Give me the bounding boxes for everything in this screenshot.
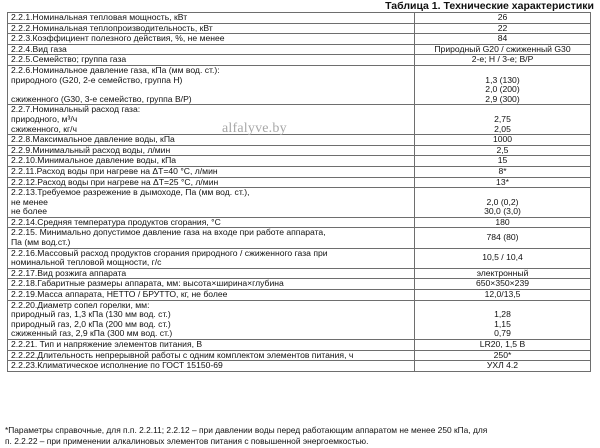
- param-value-line: 1,15: [494, 318, 511, 329]
- param-label-line: 2.2.18.Габаритные размеры аппарата, мм: высота×ширина×глубина: [11, 278, 284, 289]
- param-label-line: 2.2.4.Вид газа: [11, 44, 67, 54]
- param-label-cell: [8, 166, 415, 177]
- param-label-cell: [8, 44, 415, 55]
- param-label-line: не менее: [11, 196, 48, 207]
- param-value-cell: [415, 55, 591, 66]
- param-label-cell: [8, 279, 415, 290]
- param-label-line: 2.2.20.Диаметр сопел горелки, мм:: [11, 300, 150, 310]
- param-value-line: УХЛ 4.2: [486, 360, 519, 371]
- param-label-line: природный газ, 1,3 кПа (130 мм вод. ст.): [11, 309, 171, 320]
- param-value-cell: [415, 65, 591, 104]
- param-label-line: 2.2.12.Расход воды при нагреве на ΔТ=25 °С, л/мин: [11, 177, 219, 187]
- table-row: [8, 248, 591, 268]
- param-value-line: 0,79: [494, 328, 511, 339]
- param-label-line: 2.2.2.Номинальная теплопроизводительность, кВт: [11, 23, 213, 33]
- param-value-line: 2,0 (200): [485, 84, 520, 95]
- param-label-cell: [8, 350, 415, 361]
- param-label-cell: [8, 248, 415, 268]
- param-value-line: 1,28: [494, 309, 511, 320]
- param-value-cell: [415, 44, 591, 55]
- param-label-line: номинальной тепловой мощности, г/с: [11, 257, 162, 268]
- param-value-line: 2,05: [494, 123, 511, 134]
- table-row: [8, 156, 591, 167]
- param-value-line: 84: [497, 33, 508, 44]
- table-row: [8, 228, 591, 248]
- table-row: [8, 145, 591, 156]
- param-label-line: природный газ, 2,0 кПа (200 мм вод. ст.): [11, 318, 171, 329]
- param-label-cell: [8, 268, 415, 279]
- param-label-line: 2.2.23.Климатическое исполнение по ГОСТ 15150-69: [11, 360, 223, 371]
- param-value-line: Природный G20 / сжиженный G30: [434, 44, 571, 54]
- param-label-line: сжиженного (G30, 3-е семейство, группа В/Р): [11, 93, 192, 104]
- table-row: [8, 350, 591, 361]
- param-value-line: 180: [495, 217, 510, 227]
- param-value-line: 26: [497, 12, 508, 22]
- table-row: [8, 135, 591, 146]
- param-value-line: 8*: [498, 166, 507, 176]
- table-row: [8, 188, 591, 218]
- table-row: [8, 268, 591, 279]
- param-value-cell: [415, 177, 591, 188]
- param-value-line: 2,9 (300): [485, 93, 520, 104]
- table-row: [8, 166, 591, 177]
- param-label-line: 2.2.14.Средняя температура продуктов сгорания, °С: [11, 217, 221, 227]
- param-value-cell: [415, 228, 591, 248]
- param-value-cell: [415, 188, 591, 218]
- param-value-line: 13*: [496, 177, 509, 187]
- param-label-cell: [8, 13, 415, 24]
- param-value-cell: [415, 105, 591, 135]
- table-title: Таблица 1. Технические характеристики: [385, 0, 594, 12]
- param-label-line: 2.2.19.Масса аппарата, НЕТТО / БРУТТО, кг, не более: [11, 289, 228, 300]
- table-row: [8, 13, 591, 24]
- param-label-line: 2.2.9.Минимальный расход воды, л/мин: [11, 145, 171, 155]
- table-row: [8, 290, 591, 301]
- param-label-cell: [8, 290, 415, 301]
- param-value-cell: [415, 13, 591, 24]
- param-value-line: 22: [497, 23, 508, 33]
- param-value-line: 10,5 / 10,4: [482, 252, 523, 263]
- param-label-cell: [8, 55, 415, 66]
- param-value-line: 15: [497, 155, 508, 166]
- param-label-cell: [8, 145, 415, 156]
- table-row: [8, 44, 591, 55]
- param-label-cell: [8, 177, 415, 188]
- param-value-cell: [415, 300, 591, 339]
- param-value-cell: [415, 361, 591, 372]
- param-value-line: 2-е; Н / 3-е; В/Р: [471, 54, 534, 65]
- watermark-text: alfalyve.by: [222, 121, 287, 136]
- param-value-cell: [415, 340, 591, 351]
- param-value-cell: [415, 34, 591, 45]
- param-label-line: 2.2.6.Номинальное давление газа, кПа (мм вод. ст.):: [11, 65, 220, 75]
- table-row: [8, 23, 591, 34]
- param-label-cell: [8, 217, 415, 228]
- footnote: [5, 425, 595, 446]
- param-label-line: 2.2.7.Номинальный расход газа:: [11, 104, 141, 115]
- param-label-line: 2.2.17.Вид розжига аппарата: [11, 268, 127, 278]
- param-label-line: 2.2.21. Тип и напряжение элементов питания, В: [11, 339, 203, 349]
- param-value-line: 12,0/13,5: [484, 289, 521, 300]
- param-label-line: 2.2.1.Номинальная тепловая мощность, кВт: [11, 12, 188, 22]
- param-label-cell: [8, 228, 415, 248]
- param-value-cell: [415, 23, 591, 34]
- param-label-line: сжиженного, кг/ч: [11, 123, 78, 134]
- param-value-cell: [415, 135, 591, 146]
- param-value-line: 30,0 (3,0): [484, 206, 521, 217]
- param-label-cell: [8, 300, 415, 339]
- param-label-cell: [8, 34, 415, 45]
- param-value-line: 2,75: [494, 113, 511, 124]
- param-label-cell: [8, 65, 415, 104]
- param-value-cell: [415, 350, 591, 361]
- param-label-cell: [8, 361, 415, 372]
- table-row: [8, 65, 591, 104]
- param-label-cell: [8, 156, 415, 167]
- param-value-cell: [415, 156, 591, 167]
- param-label-line: 2.2.16.Массовый расход продуктов сгорания природного / сжиженного газа при: [11, 248, 328, 258]
- param-value-cell: [415, 290, 591, 301]
- table-row: [8, 55, 591, 66]
- param-label-line: природного (G20, 2-е семейство, группа Н): [11, 74, 183, 85]
- param-value-line: 2,0 (0,2): [486, 196, 519, 207]
- param-value-line: 2,5: [496, 145, 509, 155]
- param-label-line: 2.2.15. Минимально допустимое давление газа на входе при работе аппарата,: [11, 227, 326, 238]
- footnote-line-1: *Параметры справочные, для п.п. 2.2.11; 2.2.12 – при давлении воды перед работающим аппаратом не менее 250 кПа, для: [5, 425, 488, 435]
- param-value-line: 1000: [492, 134, 513, 145]
- table-row: [8, 279, 591, 290]
- param-value-line: LR20, 1,5 В: [479, 339, 526, 349]
- param-value-cell: [415, 166, 591, 177]
- param-value-cell: [415, 248, 591, 268]
- param-label-cell: [8, 105, 415, 135]
- param-value-cell: [415, 268, 591, 279]
- param-label-cell: [8, 188, 415, 218]
- table-row: [8, 34, 591, 45]
- table-row: [8, 105, 591, 135]
- param-label-line: не более: [11, 206, 47, 217]
- param-value-cell: [415, 217, 591, 228]
- param-value-line: 650×350×239: [475, 278, 530, 289]
- table-row: [8, 361, 591, 372]
- table-row: [8, 217, 591, 228]
- param-label-line: природного, м³/ч: [11, 113, 78, 124]
- param-label-cell: [8, 23, 415, 34]
- param-label-line: 2.2.3.Коэффициент полезного действия, %, не менее: [11, 33, 225, 44]
- param-value-line: электронный: [476, 268, 529, 278]
- param-label-line: 2.2.13.Требуемое разрежение в дымоходе, Па (мм вод. ст.),: [11, 187, 250, 198]
- param-value-line: 1,3 (130): [485, 74, 520, 85]
- param-label-line: 2.2.11.Расход воды при нагреве на ΔТ=40 °С, л/мин: [11, 166, 218, 176]
- param-label-cell: [8, 135, 415, 146]
- spec-table: [7, 12, 591, 372]
- table-row: [8, 177, 591, 188]
- spec-table-body: [8, 13, 591, 372]
- param-value-cell: [415, 279, 591, 290]
- param-label-line: 2.2.8.Максимальное давление воды, кПа: [11, 134, 175, 145]
- param-label-cell: [8, 340, 415, 351]
- param-label-line: сжиженный газ, 2,9 кПа (300 мм вод. ст.): [11, 328, 173, 339]
- param-value-cell: [415, 145, 591, 156]
- param-label-line: 2.2.5.Семейство; группа газа: [11, 54, 127, 65]
- param-label-line: Па (мм вод.ст.): [11, 237, 71, 248]
- param-value-line: 250*: [493, 350, 512, 360]
- footnote-line-2: п. 2.2.22 – при применении алкалиновых элементов питания с повышенной энергоемкостью.: [5, 435, 369, 446]
- table-row: [8, 340, 591, 351]
- param-label-line: 2.2.22.Длительность непрерывной работы с одним комплектом элементов питания, ч: [11, 350, 354, 360]
- param-value-line: 784 (80): [486, 232, 519, 243]
- table-row: [8, 300, 591, 339]
- param-label-line: 2.2.10.Минимальное давление воды, кПа: [11, 155, 177, 166]
